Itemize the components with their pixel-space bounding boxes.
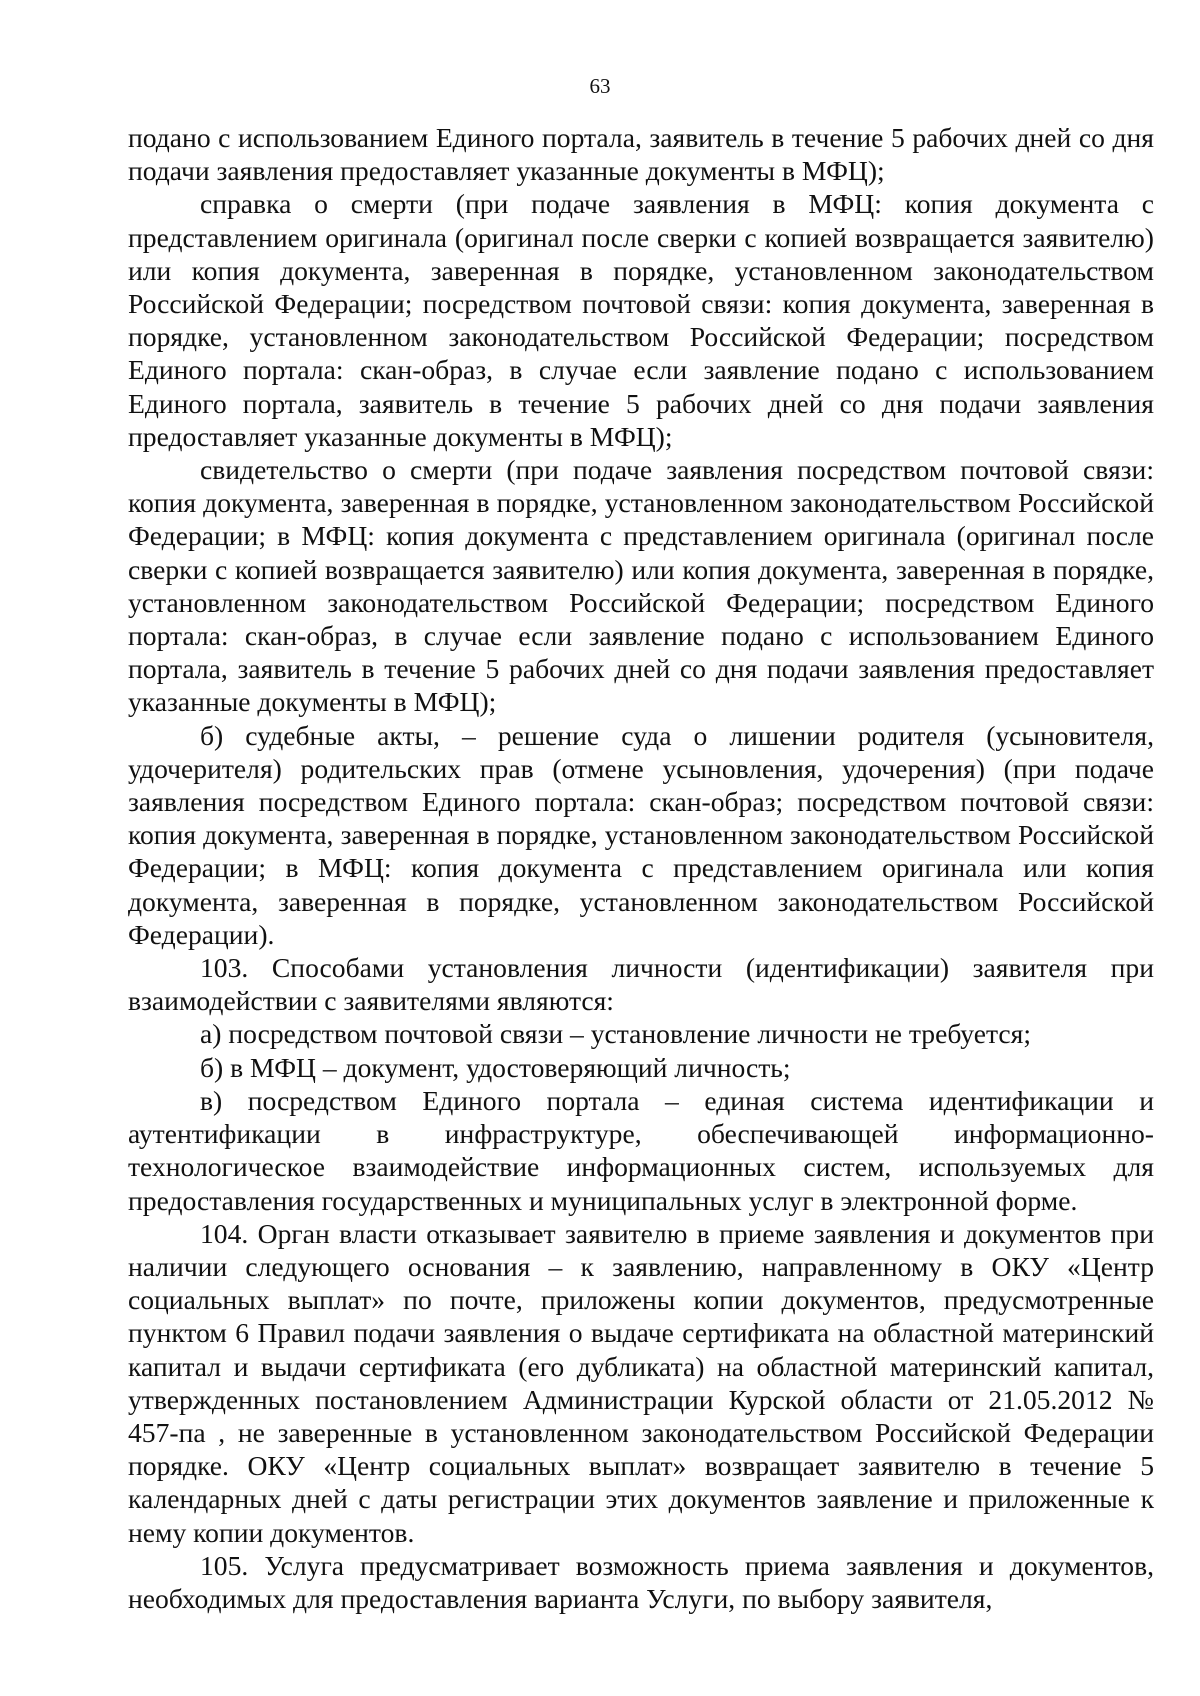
paragraph-court-acts: б) судебные акты, – решение суда о лишении родителя (усыновителя, удочерителя) родительских прав (отмене усыновления, удочерения) (при подаче заявления посредством Единого портала: скан-образ; посредством почтовой связи: копия документа, заверенная в порядке, установленном законодательством Российской Федерации; в МФЦ: копия документа с представлением оригинала или копия документа, заверенная в порядке, установленном законодательством Российской Федерации). [128, 719, 1154, 950]
page-number: 63 [589, 74, 611, 98]
paragraph-103: 103. Способами установления личности (идентификации) заявителя при взаимодействии с заявителями являются: [128, 952, 1154, 1017]
paragraph-103-a: а) посредством почтовой связи – установление личности не требуется; [200, 1018, 1031, 1050]
document-body [128, 121, 1154, 1615]
paragraph-death-certificate-reference: справка о смерти (при подаче заявления в МФЦ: копия документа с представлением оригинала (оригинал после сверки с копией возвращается заявителю) или копия документа, заверенная в порядке, установленном законодательством Российской Федерации; посредством почтовой связи: копия документа, заверенная в порядке, установленном законодательством Российской Федерации; посредством Единого портала: скан-образ, в случае если заявление подано с использованием Единого портала, заявитель в течение 5 рабочих дней со дня подачи заявления предоставляет указанные документы в МФЦ); [128, 188, 1154, 452]
paragraph-103-b: б) в МФЦ – документ, удостоверяющий личность; [200, 1051, 791, 1083]
paragraph-104: 104. Орган власти отказывает заявителю в приеме заявления и документов при наличии следующего основания – к заявлению, направленному в ОКУ «Центр социальных выплат» по почте, приложены копии документов, предусмотренные пунктом 6 Правил подачи заявления о выдаче сертификата на областной материнский капитал и выдачи сертификата (его дубликата) на областной материнский капитал, утвержденных постановлением Администрации Курской области от 21.05.2012 № 457-па , не заверенные в установленном законодательством Российской Федерации порядке. ОКУ «Центр социальных выплат» возвращает заявителю в течение 5 календарных дней с даты регистрации этих документов заявление и приложенные к нему копии документов. [128, 1217, 1154, 1548]
paragraph-105: 105. Услуга предусматривает возможность приема заявления и документов, необходимых для предоставления варианта Услуги, по выбору заявителя, [128, 1549, 1154, 1614]
paragraph-continuation: подано с использованием Единого портала, заявитель в течение 5 рабочих дней со дня подачи заявления предоставляет указанные документы в МФЦ); [128, 122, 1154, 187]
paragraph-death-certificate: свидетельство о смерти (при подаче заявления посредством почтовой связи: копия документа, заверенная в порядке, установленном законодательством Российской Федерации; в МФЦ: копия документа с представлением оригинала (оригинал после сверки с копией возвращается заявителю) или копия документа, заверенная в порядке, установленном законодательством Российской Федерации; посредством Единого портала: скан-образ, в случае если заявление подано с использованием Единого портала, заявитель в течение 5 рабочих дней со дня подачи заявления предоставляет указанные документы в МФЦ); [128, 454, 1154, 718]
paragraph-103-v: в) посредством Единого портала – единая система идентификации и аутентификации в инфраструктуре, обеспечивающей информационно-технологическое взаимодействие информационных систем, используемых для предоставления государственных и муниципальных услуг в электронной форме. [128, 1084, 1154, 1216]
